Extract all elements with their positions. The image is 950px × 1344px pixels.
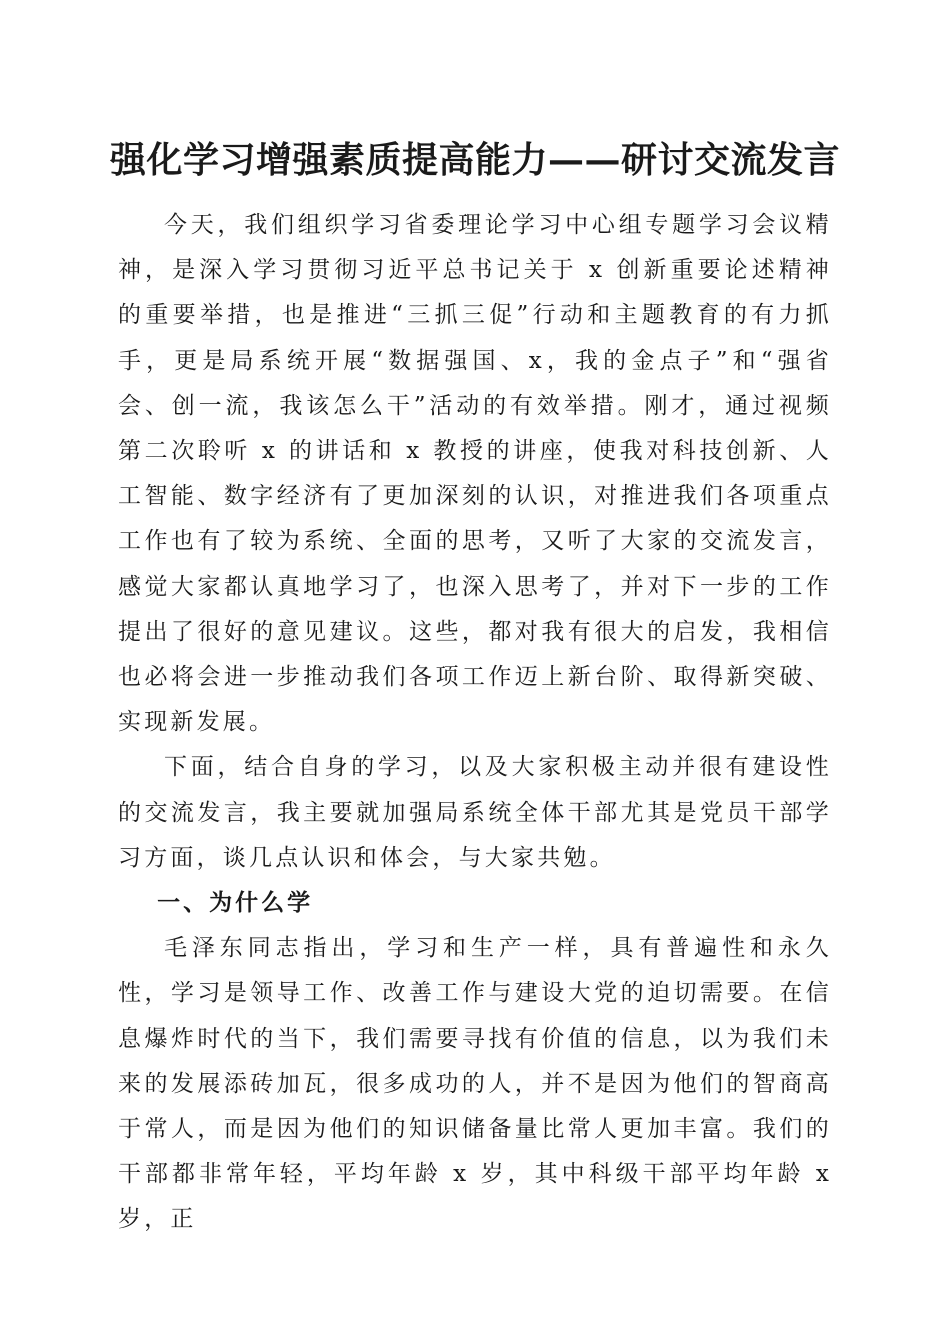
section-heading-why-learn: 一、为什么学 — [157, 890, 314, 917]
paragraph-purpose: 下面，结合自身的学习，以及大家积极主动并很有建设性的交流发言，我主要就加强局系统全体干部尤其是党员干部学习方面，谈几点认识和体会，与大家共勉。 — [118, 754, 832, 871]
document-body — [118, 203, 832, 1243]
document-title: 强化学习增强素质提高能力——研讨交流发言 — [109, 139, 840, 181]
paragraph-section-1: 毛泽东同志指出，学习和生产一样，具有普遍性和永久性，学习是领导工作、改善工作与建设大党的迫切需要。在信息爆炸时代的当下，我们需要寻找有价值的信息，以为我们未来的发展添砖加瓦，很多成功的人，并不是因为他们的智商高于常人，而是因为他们的知识储备量比常人更加丰富。我们的干部都非常年轻，平均年龄 x 岁，其中科级干部平均年龄 x 岁，正 — [118, 935, 832, 1233]
paragraph-intro: 今天，我们组织学习省委理论学习中心组专题学习会议精神，是深入学习贯彻习近平总书记关于 x 创新重要论述精神的重要举措，也是推进“三抓三促”行动和主题教育的有力抓手，更是局系统开展“数据强国、x，我的金点子”和“强省会、创一流，我该怎么干”活动的有效举措。刚才，通过视频第二次聆听 x 的讲话和 x 教授的讲座，使我对科技创新、人工智能、数字经济有了更加深刻的认识，对推进我们各项重点工作也有了较为系统、全面的思考，又听了大家的交流发言，感觉大家都认真地学习了，也深入思考了，并对下一步的工作提出了很好的意见建议。这些，都对我有很大的启发，我相信也必将会进一步推动我们各项工作迈上新台阶、取得新突破、实现新发展。 — [118, 212, 832, 736]
